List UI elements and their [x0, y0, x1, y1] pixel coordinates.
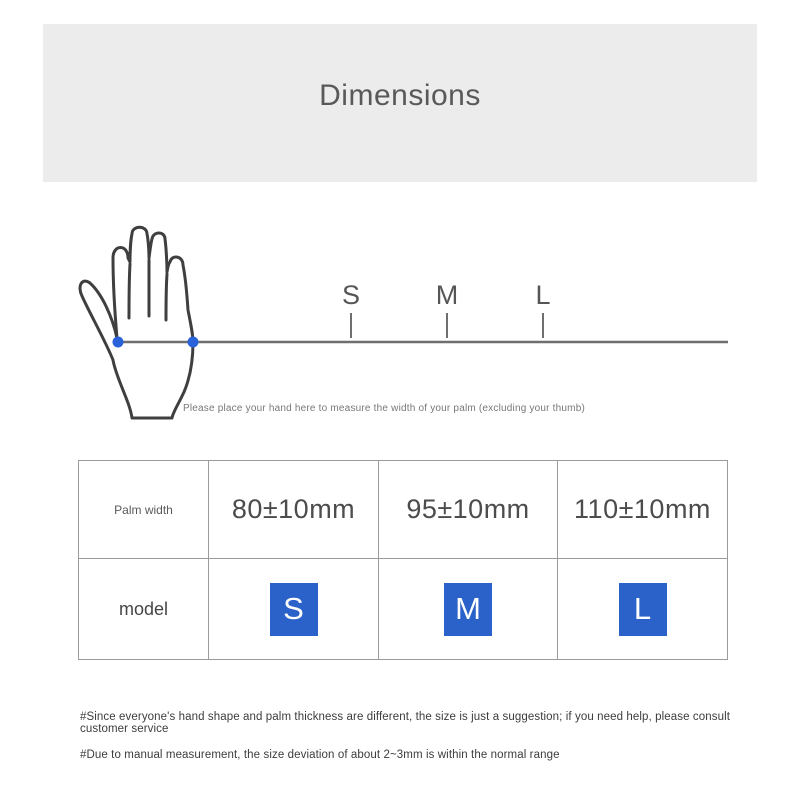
- size-marker-label-m: M: [435, 280, 459, 310]
- table-row-palm-width: [79, 461, 728, 559]
- palm-edge-dot-left: [113, 337, 124, 348]
- note-size-suggestion: #Since everyone's hand shape and palm thickness are different, the size is just a suggestion; if you need help, please consult customer service: [80, 711, 731, 735]
- row-label-model: model: [79, 559, 209, 660]
- palm-edge-dot-right: [188, 337, 199, 348]
- palm-width-value-s: 80±10mm: [209, 461, 379, 559]
- model-cell-l: [558, 559, 728, 660]
- palm-width-value-m: 95±10mm: [379, 461, 558, 559]
- size-badge-l: L: [619, 583, 667, 636]
- hand-measurement-diagram: [60, 220, 760, 420]
- palm-width-value-l: 110±10mm: [558, 461, 728, 559]
- size-table: [78, 460, 728, 660]
- size-tick-marks: [351, 313, 543, 338]
- page-title: Dimensions: [319, 79, 481, 112]
- size-marker-label-l: L: [535, 280, 551, 310]
- size-marker-label-s: S: [341, 280, 361, 310]
- model-cell-m: [379, 559, 558, 660]
- note-measurement-deviation: #Due to manual measurement, the size deviation of about 2~3mm is within the normal range: [80, 749, 560, 761]
- model-cell-s: [209, 559, 379, 660]
- measurement-instruction: Please place your hand here to measure the width of your palm (excluding your thumb): [182, 403, 585, 414]
- size-badge-m: M: [444, 583, 492, 636]
- table-row-model: [79, 559, 728, 660]
- header-banner: [43, 24, 757, 182]
- row-label-palm-width: Palm width: [79, 461, 209, 559]
- hand-outline-icon: [80, 227, 193, 418]
- size-badge-s: S: [270, 583, 318, 636]
